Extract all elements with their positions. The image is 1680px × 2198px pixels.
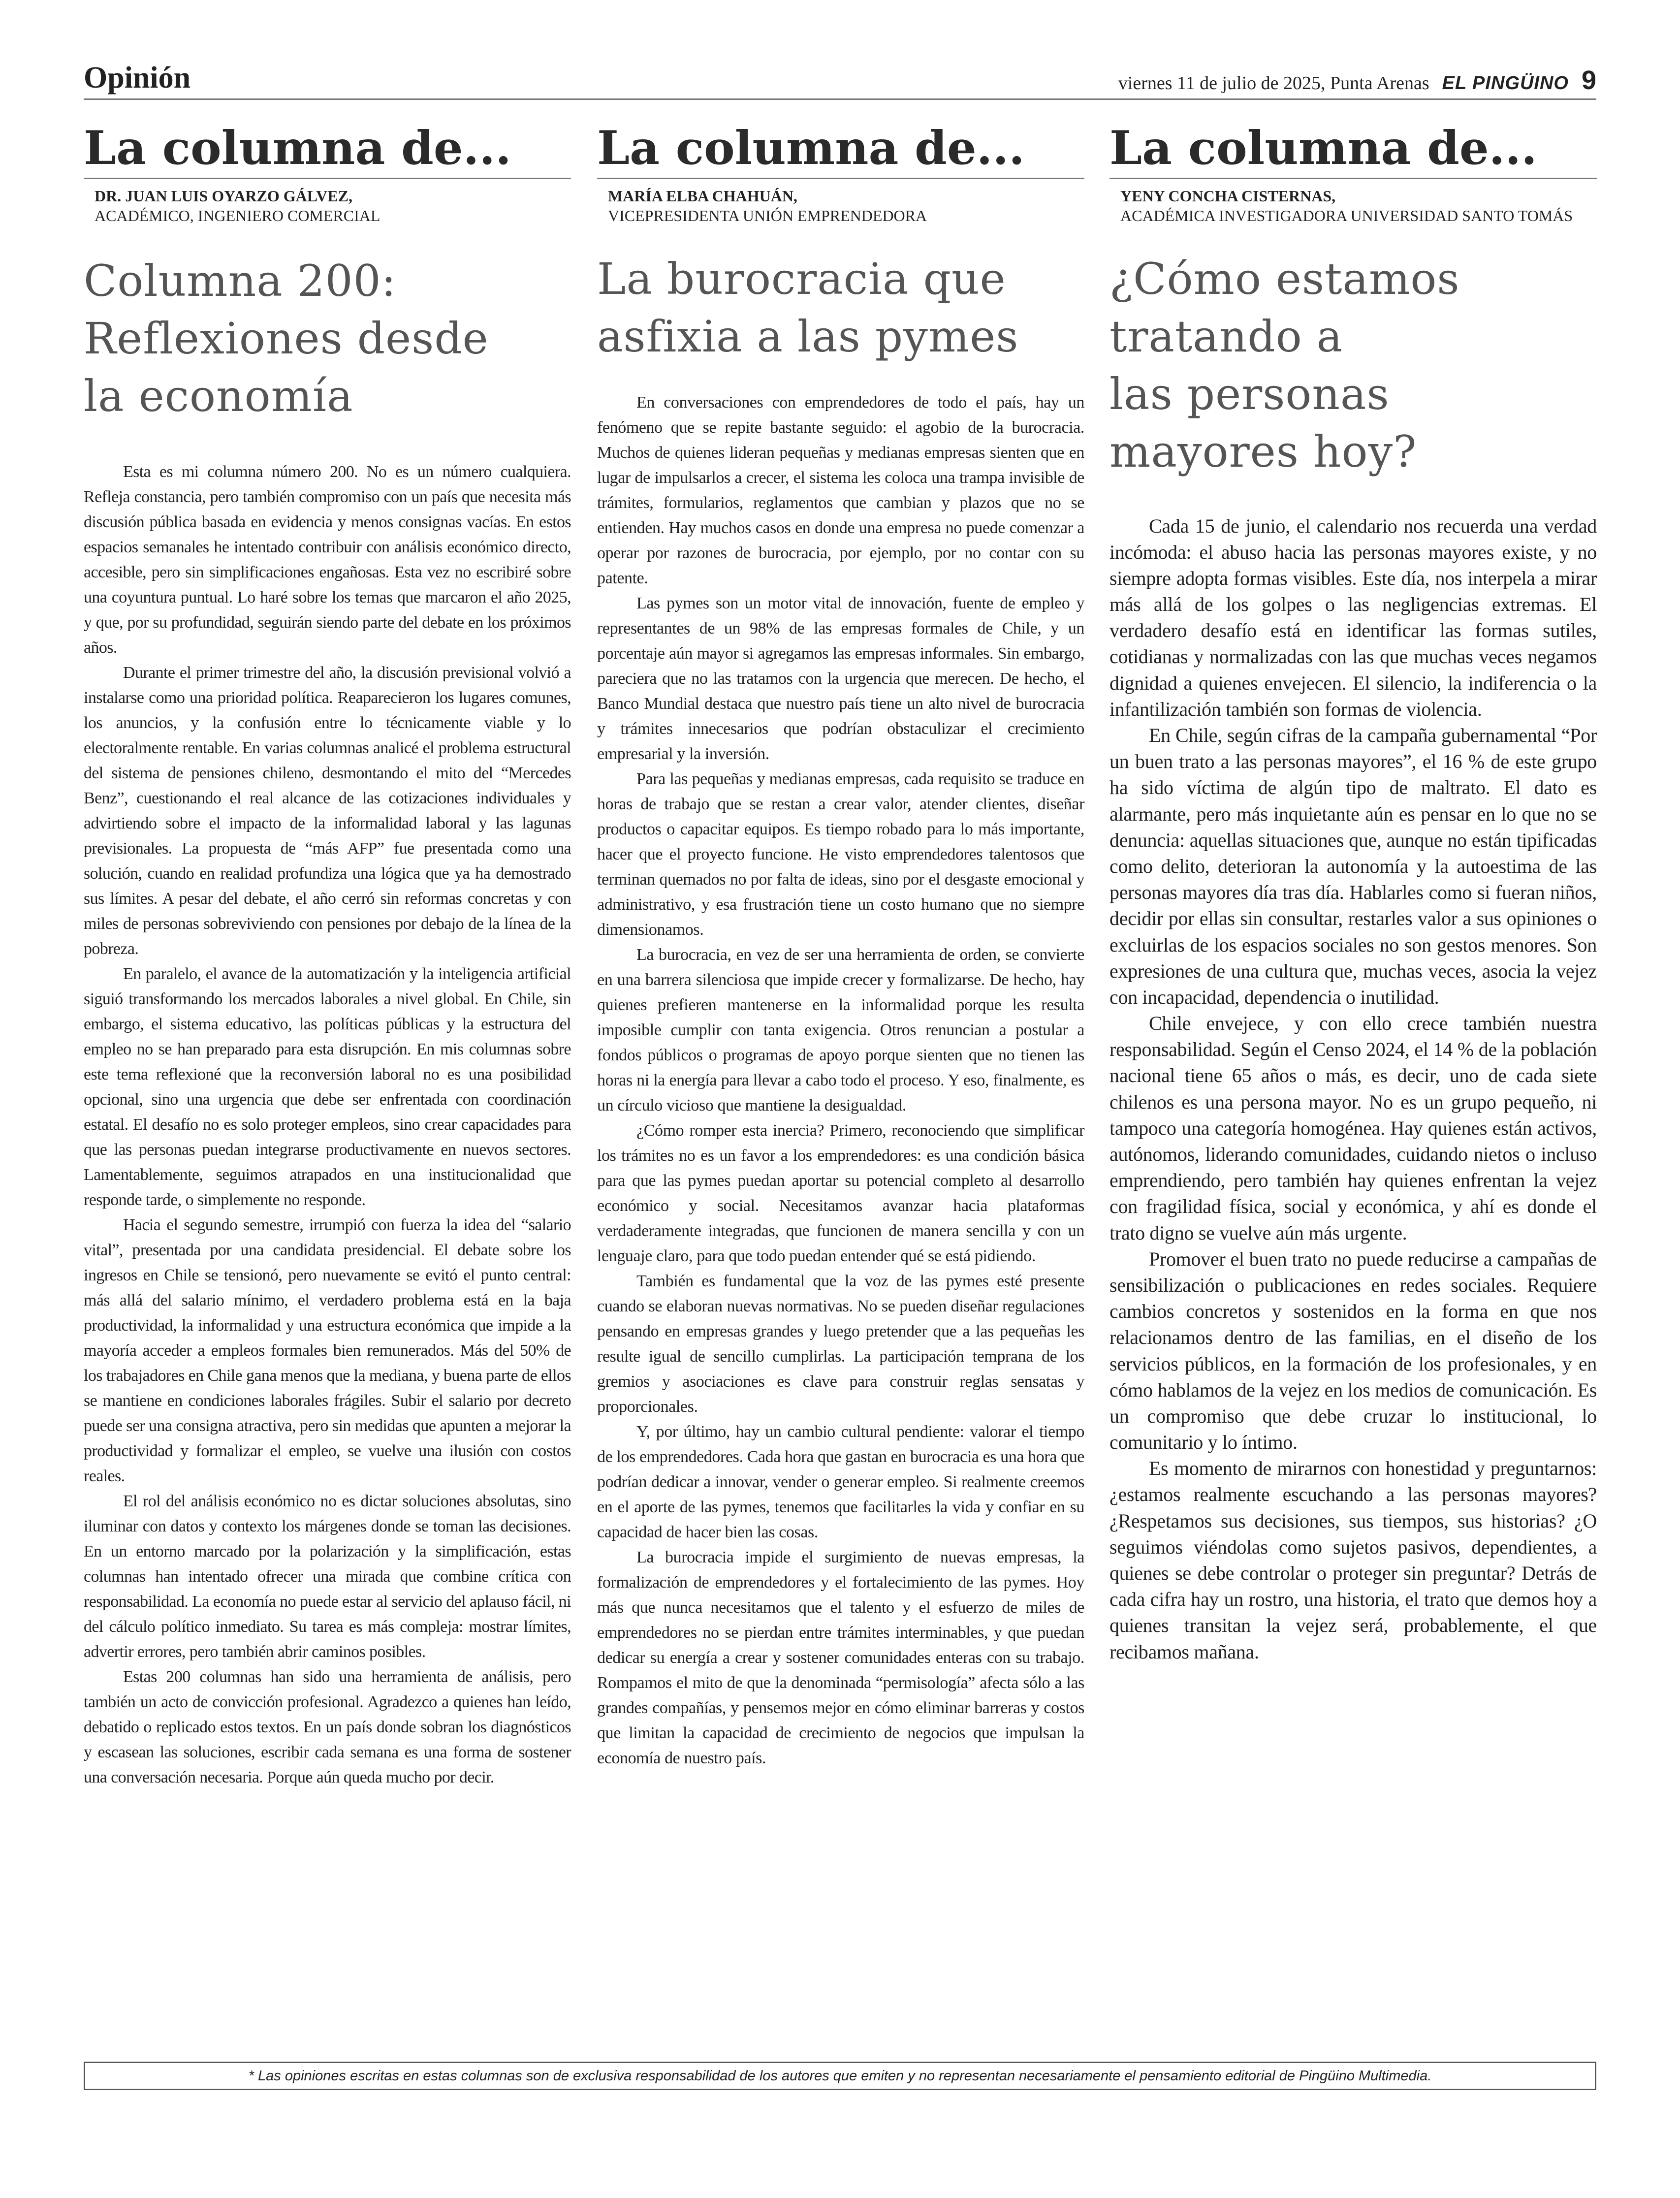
section-title: Opinión (84, 61, 191, 95)
opinion-column-3 (1109, 123, 1597, 1665)
headline-line: tratando a (1109, 311, 1343, 362)
column-body (84, 459, 571, 1790)
headline-line: Columna 200: (84, 255, 397, 307)
author-name: MARÍA ELBA CHAHUÁN, (608, 187, 797, 205)
body-paragraph: Y, por último, hay un cambio cultural pendiente: valorar el tiempo de los emprendedores. Cada hora que gastan en burocracia es una hora que podrían dedicar a innovar, vender o generar empleo. Si realmente creemos en el aporte de las pymes, tenemos que facilitarles la vida y confiar en su capacidad de hacer bien las cosas. (597, 1423, 1084, 1542)
author-role: ACADÉMICA INVESTIGADORA UNIVERSIDAD SANTO TOMÁS (1120, 207, 1573, 225)
body-paragraph: Esta es mi columna número 200. No es un número cualquiera. Refleja constancia, pero también compromiso con un país que necesita más discusión pública basada en evidencia y menos consignas vacías. En estos espacios semanales he intentado contribuir con análisis económico directo, accesible, pero sin simplificaciones engañosas. Esta vez no escribiré sobre una coyuntura puntual. Lo haré sobre los temas que marcaron el año 2025, y que, por su profundidad, seguirán siendo parte del debate en los próximos años. (84, 463, 571, 657)
body-paragraph: Chile envejece, y con ello crece también nuestra responsabilidad. Según el Censo 2024, el 14 % de la población nacional tiene 65 años o más, es decir, uno de cada siete chilenos es una persona mayor. No es un grupo pequeño, ni tampoco una categoría homogénea. Hay quienes están activos, autónomos, liderando comunidades, cuidando nietos o incluso emprendiendo, pero también hay quienes enfrentan la vejez con fragilidad física, social y económica, y ahí es donde el trato digno se vuelve aún más urgente. (1109, 1012, 1597, 1244)
body-paragraph: Durante el primer trimestre del año, la discusión previsional volvió a instalarse como una prioridad política. Reaparecieron los lugares comunes, los anuncios, y la confusión entre lo técnicamente viable y lo electoralmente rentable. En varias columnas analicé el problema estructural del sistema de pensiones chileno, desmontando el mito del “Mercedes Benz”, cuestionando el real alcance de las cotizaciones individuales y advirtiendo sobre el impacto de la informalidad laboral y las lagunas previsionales. La propuesta de “más AFP” fue presentada como una solución, cuando en realidad profundiza una lógica que ya ha demostrado sus límites. A pesar del debate, el año cerró sin reformas concretas y con miles de personas sobreviviendo con pensiones por debajo de la línea de la pobreza. (84, 664, 571, 958)
body-paragraph: Hacia el segundo semestre, irrumpió con fuerza la idea del “salario vital”, presentada por una candidata presidencial. El debate sobre los ingresos en Chile se tensionó, pero nuevamente se evitó el punto central: más allá del salario mínimo, el verdadero problema está en la baja productividad, la informalidad y una estructura económica que impide a la mayoría acceder a empleos formales bien remunerados. Más del 50% de los trabajadores en Chile gana menos que la mediana, y buena parte de ellos se mantiene en condiciones laborales frágiles. Subir el salario por decreto puede ser una consigna atractiva, pero sin medidas que apunten a mejorar la productividad y formalizar el empleo, se vuelve una ilusión con costos reales. (84, 1216, 571, 1486)
column-kicker: La columna de... (84, 123, 571, 179)
page-header (84, 63, 1596, 100)
headline-line: Reflexiones desde (84, 313, 489, 364)
body-paragraph: La burocracia impide el surgimiento de nuevas empresas, la formalización de emprendedores y el fortalecimiento de las pymes. Hoy más que nunca necesitamos que el talento y el esfuerzo de miles de emprendedores no se pierdan entre trámites interminables, y que puedan dedicar su energía a crear y sostener comunidades enteras con su trabajo. Rompamos el mito de que la denominada “permisología” afecta sólo a las grandes compañías, y pensemos mejor en cómo eliminar barreras y costos que limitan la capacidad de crecimiento de negocios que impulsan la economía de nuestro país. (597, 1548, 1084, 1768)
column-headline (1109, 250, 1597, 480)
body-paragraph: En paralelo, el avance de la automatización y la inteligencia artificial siguió transformando los mercados laborales a nivel global. En Chile, sin embargo, el sistema educativo, las políticas públicas y la estructura del empleo no se han preparado para esta disrupción. En mis columnas sobre este tema reflexioné que la reconversión laboral no es una posibilidad opcional, sino una urgencia que debe ser enfrentada con coordinación estatal. El desafío no es solo proteger empleos, sino crear capacidades para que las personas puedan integrarse productivamente en nuevos sectores. Lamentablemente, seguimos atrapados en una institucionalidad que responde tarde, o simplemente no responde. (84, 965, 571, 1210)
page-number: 9 (1581, 65, 1596, 95)
column-kicker: La columna de... (597, 123, 1084, 179)
headline-line: las personas (1109, 369, 1390, 420)
author-name: YENY CONCHA CISTERNAS, (1120, 187, 1336, 205)
body-paragraph: ¿Cómo romper esta inercia? Primero, reconociendo que simplificar los trámites no es un favor a los emprendedores: es una condición básica para que las pymes puedan aportar su potencial completo al desarrollo económico y social. Necesitamos avanzar hacia plataformas verdaderamente integradas, que funcionen de manera sencilla y con un lenguaje claro, para que todo puedan entender qué se está pidiendo. (597, 1121, 1084, 1266)
headline-line: La burocracia que (597, 254, 1006, 305)
headline-line: mayores hoy? (1109, 426, 1417, 478)
opinion-column-2 (597, 123, 1084, 1771)
headline-line: la economía (84, 371, 353, 422)
body-paragraph: Cada 15 de junio, el calendario nos recuerda una verdad incómoda: el abuso hacia las personas mayores existe, y no siempre adopta formas visibles. Este día, nos interpela a mirar más allá de los golpes o las negligencias extremas. El verdadero desafío está en identificar las formas sutiles, cotidianas y normalizadas con las que muchas veces negamos dignidad a quienes envejecen. El silencio, la indiferencia o la infantilización también son formas de violencia. (1109, 514, 1597, 720)
body-paragraph: Es momento de mirarnos con honestidad y preguntarnos: ¿estamos realmente escuchando a las personas mayores? ¿Respetamos sus decisiones, sus tiempos, sus historias? ¿O seguimos viéndolas como sujetos pasivos, dependientes, a quienes se debe controlar o proteger sin preguntar? Detrás de cada cifra hay un rostro, una historia, el trato que demos hoy a quienes transitan la vejez será, probablemente, el que recibamos mañana. (1109, 1457, 1597, 1663)
date-line: viernes 11 de julio de 2025, Punta Arenas (1118, 73, 1429, 94)
editorial-disclaimer: * Las opiniones escritas en estas columnas son de exclusiva responsabilidad de los autores que emiten y no representan necesariamente el pensamiento editorial de Pingüino Multimedia. (84, 2062, 1596, 2090)
headline-line: ¿Cómo estamos (1109, 254, 1460, 305)
body-paragraph: Para las pequeñas y medianas empresas, cada requisito se traduce en horas de trabajo que se restan a crear valor, atender clientes, diseñar productos o capacitar equipos. Es tiempo robado para lo más importante, hacer que el proyecto funcione. He visto emprendedores talentosos que terminan quemados no por falta de ideas, sino por el desgaste emocional y administrativo, y esa frustración tiene un costo humano que no siempre dimensionamos. (597, 770, 1084, 939)
column-body (597, 390, 1084, 1771)
header-meta (1118, 65, 1596, 96)
opinion-column-1 (84, 123, 571, 1790)
body-paragraph: Las pymes son un motor vital de innovación, fuente de empleo y representantes de un 98% de las empresas formales de Chile, y un porcentaje aún mayor si agregamos las empresas informales. Sin embargo, pareciera que no las tratamos con la urgencia que merecen. De hecho, el Banco Mundial destaca que nuestro país tiene un alto nivel de burocracia y trámites innecesarios que podrían obstaculizar el crecimiento empresarial y la inversión. (597, 594, 1084, 764)
newspaper-logo: EL PINGÜINO (1442, 73, 1569, 94)
body-paragraph: También es fundamental que la voz de las pymes esté presente cuando se elaboran nuevas normativas. No se pueden diseñar regulaciones pensando en empresas grandes y luego pretender que a las pequeñas les resulte igual de sencillo cumplirlas. La participación temprana de los gremios y asociaciones es clave para construir reglas sensatas y proporcionales. (597, 1272, 1084, 1416)
body-paragraph: El rol del análisis económico no es dictar soluciones absolutas, sino iluminar con datos y contexto los márgenes donde se toman las decisiones. En un entorno marcado por la polarización y la simplificación, estas columnas han intentado ofrecer una mirada que combine crítica con responsabilidad. La economía no puede estar al servicio del aplauso fácil, ni del cálculo político inmediato. Su tarea es más compleja: mostrar límites, advertir errores, pero también abrir caminos posibles. (84, 1492, 571, 1661)
headline-line: asfixia a las pymes (597, 311, 1019, 362)
body-paragraph: Estas 200 columnas han sido una herramienta de análisis, pero también un acto de convicción profesional. Agradezco a quienes han leído, debatido o replicado estos textos. En un país donde sobran los diagnósticos y escasean las soluciones, escribir cada semana es una forma de sostener una conversación necesaria. Porque aún queda mucho por decir. (84, 1668, 571, 1787)
column-headline (597, 250, 1084, 365)
body-paragraph: En Chile, según cifras de la campaña gubernamental “Por un buen trato a las personas mayores”, el 16 % de este grupo ha sido víctima de algún tipo de maltrato. El dato es alarmante, pero más inquietante aún es pensar en lo que no se denuncia: aquellas situaciones que, aunque no están tipificadas como delito, deterioran la autonomía y la autoestima de las personas mayores día tras día. Hablarles como si fueran niños, decidir por ellas sin consultar, restarles valor a sus opiniones o excluirlas de los espacios sociales no son gestos menores. Son expresiones de una cultura que, muchas veces, asocia la vejez con incapacidad, dependencia o inutilidad. (1109, 724, 1597, 1008)
column-kicker: La columna de... (1109, 123, 1597, 179)
author-role: ACADÉMICO, INGENIERO COMERCIAL (95, 207, 380, 225)
author-name: DR. JUAN LUIS OYARZO GÁLVEZ, (95, 187, 352, 205)
body-paragraph: La burocracia, en vez de ser una herramienta de orden, se convierte en una barrera silenciosa que impide crecer y formalizarse. De hecho, hay quienes prefieren mantenerse en la informalidad porque les resulta imposible cumplir con tanta exigencia. Otros renuncian a postular a fondos públicos o programas de apoyo porque sienten que no tienen las horas ni la energía para llevar a cabo todo el proceso. Y eso, finalmente, es un círculo vicioso que mantiene la desigualdad. (597, 946, 1084, 1115)
body-paragraph: Promover el buen trato no puede reducirse a campañas de sensibilización o publicaciones en redes sociales. Requiere cambios concretos y sostenidos en la forma en que nos relacionamos dentro de las familias, en el diseño de los servicios públicos, en la formación de los profesionales, y en cómo hablamos de la vejez en los medios de comunicación. Es un compromiso que debe cruzar lo institucional, lo comunitario y lo íntimo. (1109, 1247, 1597, 1454)
body-paragraph: En conversaciones con emprendedores de todo el país, hay un fenómeno que se repite bastante seguido: el agobio de la burocracia. Muchos de quienes lideran pequeñas y medianas empresas sienten que en lugar de impulsarlos a crecer, el sistema les coloca una trampa invisible de trámites, formularios, reglamentos que cambian y plazos que no se entienden. Hay muchos casos en donde una empresa no puede comenzar a operar por razones de burocracia, por ejemplo, por no contar con su patente. (597, 393, 1084, 588)
column-headline (84, 252, 571, 425)
column-body (1109, 513, 1597, 1665)
author-role: VICEPRESIDENTA UNIÓN EMPRENDEDORA (608, 207, 927, 225)
